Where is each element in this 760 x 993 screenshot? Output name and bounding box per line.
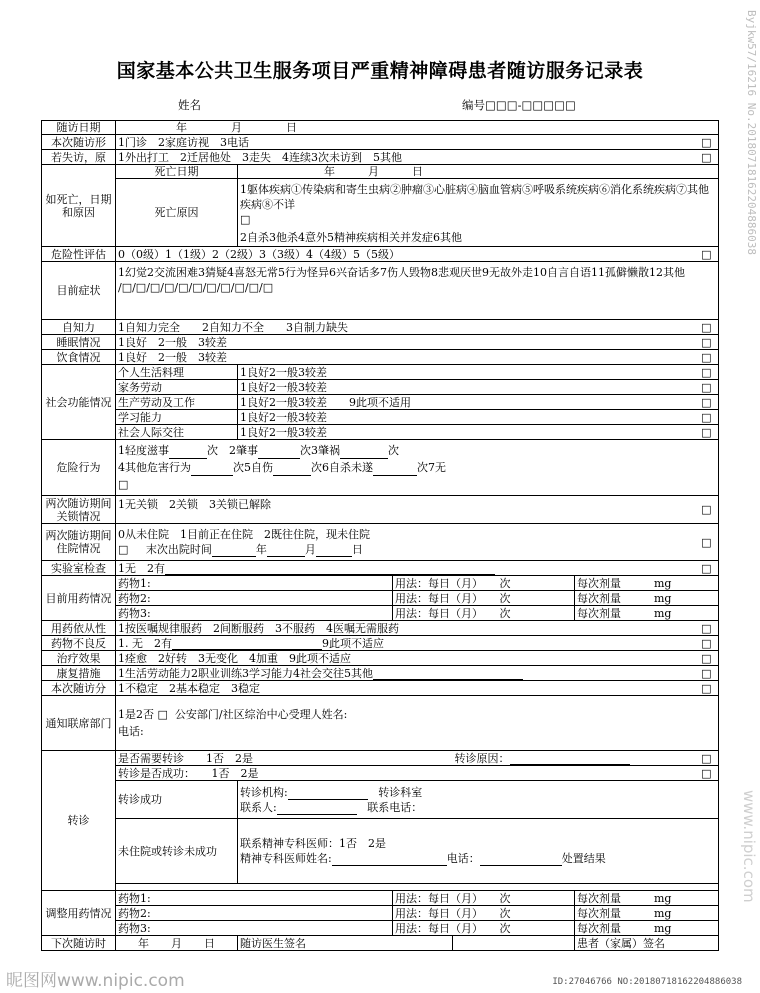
row-adverse [42, 636, 719, 651]
rehab-options: 1生活劳动能力2职业训练3学习能力4社会交往5其他 [118, 666, 373, 680]
record-number-label: 编号□□□-□□□□□ [462, 98, 576, 112]
row-social-4 [42, 410, 719, 425]
hosp-options: 0从未住院 1目前正在住院 2既往住院，现未住院 [118, 528, 370, 541]
social-item-checkbox[interactable]: □ [695, 380, 719, 395]
notify-receiver-label: 公安部门/社区综治中心受理人姓名: [174, 708, 348, 721]
row-rehab [42, 666, 719, 681]
ref-psy-options: 联系精神专科医师：1否 2是 [240, 837, 386, 850]
classify-options: 1不稳定 2基本稳定 3稳定 [116, 681, 695, 696]
med-dose-field[interactable]: 每次剂量 mg [575, 576, 719, 591]
lock-options: 1无关锁 2关锁 3关锁已解除 [116, 496, 695, 524]
med-dose-field[interactable]: 每次剂量 mg [575, 606, 719, 621]
danger-text: 次3肇祸 [300, 444, 340, 457]
classify-label: 本次随访分 [42, 681, 116, 696]
row-med-2 [42, 591, 719, 606]
sleep-label: 睡眠情况 [42, 335, 116, 350]
social-item-checkbox[interactable]: □ [695, 395, 719, 410]
row-next [42, 936, 719, 951]
row-adj-1 [42, 891, 719, 906]
death-date-label: 死亡日期 [116, 165, 238, 179]
row-social-5 [42, 425, 719, 440]
ref-doc-field[interactable] [332, 865, 447, 866]
ref-org-label: 转诊机构: [240, 785, 288, 799]
ref-contact-label: 联系人: [240, 800, 277, 814]
row-ref-need [42, 751, 719, 766]
effect-label: 治疗效果 [42, 651, 116, 666]
row-effect [42, 651, 719, 666]
effect-checkbox[interactable]: □ [695, 651, 719, 666]
ref-fail-label: 未住院或转诊未成功 [116, 819, 238, 884]
row-death-cause [42, 179, 719, 247]
ref-success-checkbox[interactable]: □ [695, 766, 719, 781]
social-item-checkbox[interactable]: □ [695, 410, 719, 425]
death-label: 如死亡，日期和原因 [42, 165, 116, 247]
danger-count-field[interactable] [191, 475, 233, 476]
row-lab [42, 561, 719, 576]
adj-dose-field[interactable]: 每次剂量 mg [575, 906, 719, 921]
med-drug-field[interactable]: 药物3: [116, 606, 393, 621]
ref-phone-field[interactable] [480, 865, 562, 866]
symptoms-checkboxes[interactable]: /□/□/□/□/□/□/□/□/□/□/□ [118, 281, 274, 294]
danger-text: 次 [388, 444, 399, 457]
ref-doc-label: 精神专科医师姓名: [240, 852, 332, 865]
adverse-detail-field[interactable] [172, 649, 322, 650]
compliance-label: 用药依从性 [42, 621, 116, 636]
adj-dose-field[interactable]: 每次剂量 mg [575, 921, 719, 936]
danger-count-field[interactable] [273, 475, 311, 476]
danger-text: 1轻度滋事 [118, 444, 169, 457]
med-usage-field[interactable]: 用法：每日（月） 次 [393, 576, 575, 591]
compliance-checkbox[interactable]: □ [695, 621, 719, 636]
adverse-options: 1. 无 2有 [118, 636, 172, 650]
ref-dept-label: 转诊科室 [378, 785, 423, 799]
danger-text: 次 2肇事 [207, 444, 258, 457]
row-sleep [42, 335, 719, 350]
visit-form-checkbox[interactable]: □ [695, 135, 719, 150]
follow-up-form-table [41, 120, 719, 951]
med-usage-field[interactable]: 用法：每日（月） 次 [393, 591, 575, 606]
lost-label: 若失访，原 [42, 150, 116, 165]
row-danger [42, 440, 719, 496]
row-ref-ok [42, 781, 719, 819]
bottom-left-watermark: 昵图网www.nipic.com [6, 971, 185, 991]
row-insight [42, 320, 719, 335]
adj-drug-field[interactable]: 药物1: [116, 891, 393, 906]
classify-checkbox[interactable]: □ [695, 681, 719, 696]
social-item-checkbox[interactable]: □ [695, 425, 719, 440]
row-social-1 [42, 365, 719, 380]
diet-options: 1良好 2一般 3较差 [116, 350, 695, 365]
adjust-label: 调整用药情况 [42, 891, 116, 936]
ref-reason-label: 转诊原因： [454, 751, 510, 765]
row-visit-form [42, 135, 719, 150]
danger-text: 4其他危害行为 [118, 461, 191, 474]
adj-drug-field[interactable]: 药物2: [116, 906, 393, 921]
row-adj-3 [42, 921, 719, 936]
lab-detail-field[interactable] [165, 574, 495, 575]
row-visit-date [42, 121, 719, 135]
notify-checkbox[interactable]: □ [157, 708, 168, 721]
death-date-field[interactable]: 年 月 日 [238, 165, 719, 179]
death-cause-label: 死亡原因 [116, 179, 238, 247]
social-item-name: 个人生活料理 [116, 365, 238, 380]
lost-checkbox[interactable]: □ [695, 150, 719, 165]
hosp-discharge-label: 末次出院时间 [145, 543, 212, 556]
row-notify [42, 696, 719, 751]
danger-text: 次5自伤 [233, 461, 273, 474]
hosp-label: 两次随访期间住院情况 [42, 524, 116, 561]
ref-contact-field[interactable] [277, 814, 357, 815]
row-classify [42, 681, 719, 696]
side-watermark: Byjkw57/16216 No.20180718162204886038 [745, 10, 758, 256]
row-risk [42, 247, 719, 262]
hosp-month-field[interactable] [267, 556, 305, 557]
name-label: 姓名 [178, 98, 201, 112]
hosp-month-label: 月 [304, 543, 316, 556]
danger-label: 危险行为 [42, 440, 116, 496]
danger-checkbox[interactable]: □ [118, 478, 129, 491]
ref-result-label: 处置结果 [561, 852, 606, 865]
row-social-3 [42, 395, 719, 410]
adj-usage-field[interactable]: 用法：每日（月） 次 [393, 891, 575, 906]
social-item-options: 1良好2一般3较差 [238, 380, 695, 395]
diet-label: 饮食情况 [42, 350, 116, 365]
row-death-date [42, 165, 719, 179]
death-cause-line1: 1躯体疾病①传染病和寄生虫病②肿瘤③心脏病④脑血管病⑤呼吸系统疾病⑥消化系统疾病⑦其他疾病⑧不详 [240, 183, 709, 211]
page-title: 国家基本公共卫生服务项目严重精神障碍患者随访服务记录表 [116, 60, 644, 82]
ref-need-checkbox[interactable]: □ [695, 751, 719, 766]
social-item-options: 1良好2一般3较差 [238, 410, 695, 425]
adj-drug-field[interactable]: 药物3: [116, 921, 393, 936]
death-cause-line2: 2自杀3他杀4意外5精神疾病相关并发症6其他 [240, 231, 462, 244]
adverse-na: 9此项不适应 [322, 636, 384, 650]
rehab-label: 康复措施 [42, 666, 116, 681]
adj-dose-field[interactable]: 每次剂量 mg [575, 891, 719, 906]
next-label: 下次随访时 [42, 936, 116, 951]
hosp-day-label: 日 [351, 543, 363, 556]
row-symptoms [42, 262, 719, 320]
adverse-checkbox[interactable]: □ [695, 636, 719, 651]
diet-checkbox[interactable]: □ [695, 350, 719, 365]
notify-label: 通知联席部门 [42, 696, 116, 751]
lab-options: 1无 2有 [118, 561, 165, 575]
hosp-day-field[interactable] [316, 556, 352, 557]
social-item-options: 1良好2一般3较差 [238, 365, 695, 380]
med-drug-field[interactable]: 药物2: [116, 591, 393, 606]
ref-need-options: 是否需要转诊 1否 2是 [116, 751, 453, 766]
danger-count-field[interactable] [373, 475, 417, 476]
social-item-name: 生产劳动及工作 [116, 395, 238, 410]
social-item-name: 家务劳动 [116, 380, 238, 395]
med-drug-field[interactable]: 药物1: [116, 576, 393, 591]
visit-form-label: 本次随访形 [42, 135, 116, 150]
insight-label: 自知力 [42, 320, 116, 335]
ref-ok-label: 转诊成功 [116, 781, 238, 819]
side-watermark-url: www.nipic.com [740, 790, 758, 903]
adj-usage-field[interactable]: 用法：每日（月） 次 [393, 906, 575, 921]
hosp-year-label: 年 [255, 543, 267, 556]
rehab-checkbox[interactable]: □ [695, 666, 719, 681]
row-lost [42, 150, 719, 165]
notify-phone-label: 电话: [118, 725, 144, 738]
visit-form-options: 1门诊 2家庭访视 3电话 [116, 135, 695, 150]
social-item-options: 1良好2一般3较差 [238, 425, 695, 440]
symptoms-label: 目前症状 [42, 262, 116, 320]
social-item-options: 1良好2一般3较差 9此项不适用 [238, 395, 695, 410]
referral-label: 转诊 [42, 751, 116, 891]
hosp-checkbox[interactable]: □ [118, 543, 129, 556]
ref-phone-label: 电话： [446, 852, 480, 865]
row-hosp [42, 524, 719, 561]
risk-label: 危险性评估 [42, 247, 116, 262]
ref-success-options: 转诊是否成功： 1否 2是 [116, 766, 695, 781]
death-cause-checkbox-1[interactable]: □ [240, 213, 251, 226]
hosp-year-field[interactable] [212, 556, 256, 557]
social-label: 社会功能情况 [42, 365, 116, 440]
danger-text: 次7无 [417, 461, 446, 474]
doctor-signature-label[interactable]: 随访医生签名 [238, 936, 453, 951]
row-ref-success [42, 766, 719, 781]
row-ref-spacer [42, 884, 719, 891]
visit-date-label: 随访日期 [42, 121, 116, 135]
hosp-checkbox-right[interactable]: □ [695, 524, 719, 561]
symptoms-options: 1幻觉2交流困难3猜疑4喜怒无常5行为怪异6兴奋话多7伤人毁物8悲观厌世9无故外走10自言自语11孤僻懒散12其他 [118, 266, 685, 279]
bottom-right-watermark: ID:27046766 NO:20180718162204886038 [552, 977, 742, 987]
row-ref-fail [42, 819, 719, 884]
lab-label: 实验室检查 [42, 561, 116, 576]
ref-reason-field[interactable] [510, 764, 630, 765]
risk-checkbox[interactable]: □ [695, 247, 719, 262]
insight-options: 1自知力完全 2自知力不全 3自制力缺失 [116, 320, 695, 335]
row-compliance [42, 621, 719, 636]
row-med-1 [42, 576, 719, 591]
med-usage-field[interactable]: 用法：每日（月） 次 [393, 606, 575, 621]
meds-label: 目前用药情况 [42, 576, 116, 621]
sleep-checkbox[interactable]: □ [695, 335, 719, 350]
next-date-field[interactable]: 年 月 日 [116, 936, 238, 951]
sleep-options: 1良好 2一般 3较差 [116, 335, 695, 350]
effect-options: 1痊愈 2好转 3无变化 4加重 9此项不适应 [116, 651, 695, 666]
rehab-other-field[interactable] [373, 679, 523, 680]
row-adj-2 [42, 906, 719, 921]
social-item-name: 社会人际交往 [116, 425, 238, 440]
compliance-options: 1按医嘱规律服药 2间断服药 3不服药 4医嘱无需服药 [116, 621, 695, 636]
adj-usage-field[interactable]: 用法：每日（月） 次 [393, 921, 575, 936]
lock-checkbox[interactable]: □ [695, 496, 719, 524]
patient-signature-label[interactable]: 患者（家属）签名 [575, 936, 719, 951]
adverse-label: 药物不良反 [42, 636, 116, 651]
danger-text: 次6自杀未遂 [311, 461, 373, 474]
lost-options: 1外出打工 2迁居他处 3走失 4连续3次未访到 5其他 [116, 150, 695, 165]
row-med-3 [42, 606, 719, 621]
lock-label: 两次随访期间关锁情况 [42, 496, 116, 524]
social-item-name: 学习能力 [116, 410, 238, 425]
risk-options: 0（0级）1（1级）2（2级）3（3级）4（4级）5（5级） [116, 247, 695, 262]
insight-checkbox[interactable]: □ [695, 320, 719, 335]
visit-date-field[interactable]: 年 月 日 [116, 121, 719, 135]
row-diet [42, 350, 719, 365]
social-item-checkbox[interactable]: □ [695, 365, 719, 380]
lab-checkbox[interactable]: □ [695, 561, 719, 576]
row-social-2 [42, 380, 719, 395]
ref-contact-phone-label: 联系电话： [367, 800, 423, 814]
row-lock [42, 496, 719, 524]
notify-options: 1是2否 [118, 708, 154, 721]
med-dose-field[interactable]: 每次剂量 mg [575, 591, 719, 606]
